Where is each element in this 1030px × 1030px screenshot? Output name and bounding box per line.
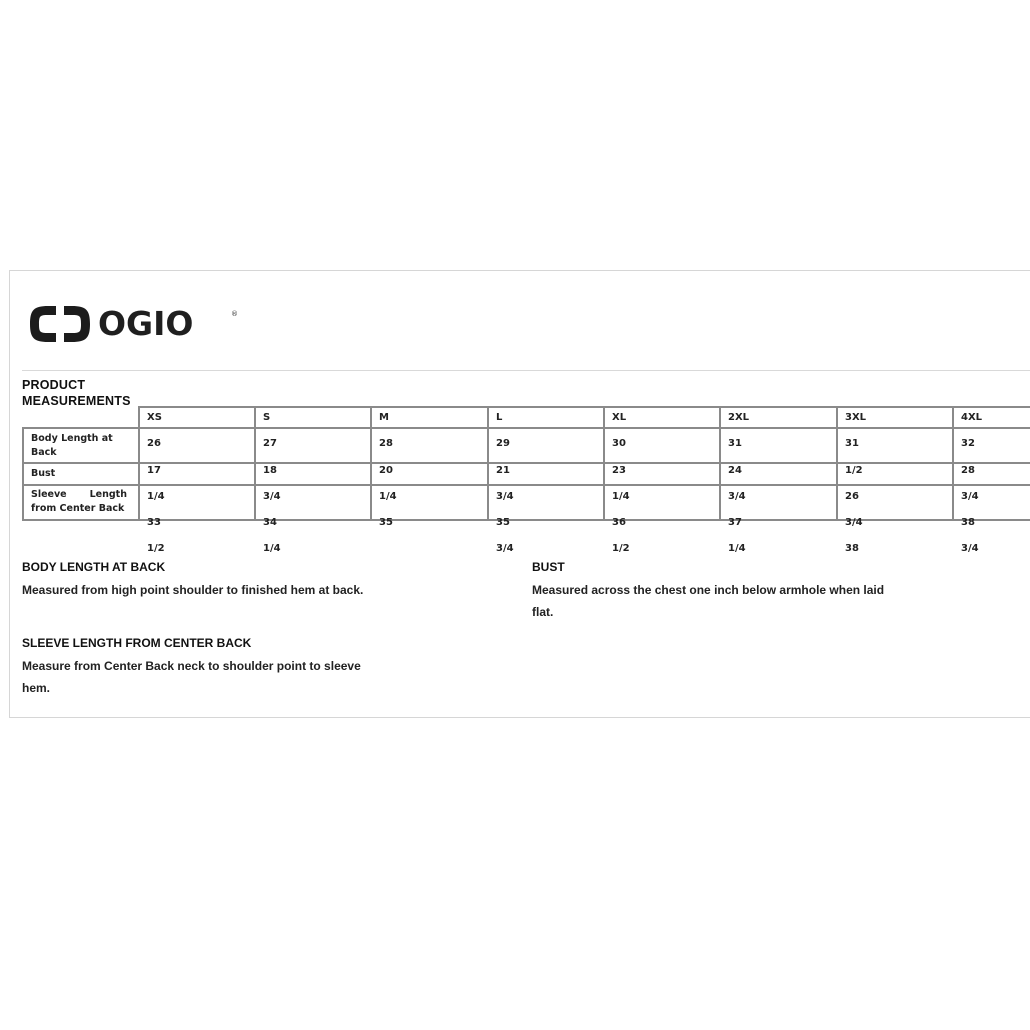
table-cell: 1/4	[612, 491, 630, 502]
sleeve-description: Measure from Center Back neck to shoulder point to sleeve hem.	[22, 659, 361, 695]
table-cell-overflow: 34	[263, 517, 277, 528]
table-cell: 27	[263, 438, 277, 449]
table-cell: 18	[263, 465, 277, 476]
table-cell-overflow: 33	[147, 517, 161, 528]
table-gridline	[952, 406, 954, 519]
table-cell-overflow: 3/4	[961, 543, 979, 554]
table-cell: 30	[612, 438, 626, 449]
size-header: M	[379, 412, 389, 423]
table-cell-overflow: 35	[496, 517, 510, 528]
table-cell: 28	[379, 438, 393, 449]
table-gridline	[836, 406, 838, 519]
table-cell-overflow: 35	[379, 517, 393, 528]
table-cell: 3/4	[263, 491, 281, 502]
row-label: Body Length at Back	[31, 433, 113, 458]
table-cell: 21	[496, 465, 510, 476]
table-gridline	[22, 519, 1030, 521]
table-gridline	[22, 427, 24, 519]
title-line-2: MEASUREMENTS	[22, 394, 131, 408]
table-cell-overflow: 1/4	[263, 543, 281, 554]
table-cell: 24	[728, 465, 742, 476]
size-header: 4XL	[961, 412, 983, 423]
table-cell: 1/4	[379, 491, 397, 502]
table-cell: 20	[379, 465, 393, 476]
table-cell-overflow: 36	[612, 517, 626, 528]
size-header: XS	[147, 412, 162, 423]
table-gridline	[22, 427, 1030, 429]
table-gridline	[138, 406, 1030, 408]
body-length-heading: BODY LENGTH AT BACK	[22, 560, 166, 574]
bust-description: Measured across the chest one inch below armhole when laid flat.	[532, 583, 885, 619]
page-title	[22, 377, 131, 409]
table-cell: 3/4	[961, 491, 979, 502]
table-cell: 31	[728, 438, 742, 449]
table-cell: 31	[845, 438, 859, 449]
size-header: S	[263, 412, 271, 423]
table-cell-overflow: 1/2	[147, 543, 165, 554]
size-header: L	[496, 412, 503, 423]
table-cell-overflow: 1/2	[612, 543, 630, 554]
ogio-wordmark	[94, 307, 244, 341]
table-cell: 29	[496, 438, 510, 449]
size-header: 2XL	[728, 412, 750, 423]
table-gridline	[254, 406, 256, 519]
table-cell: 23	[612, 465, 626, 476]
table-cell: 32	[961, 438, 975, 449]
table-gridline	[138, 406, 140, 519]
table-cell-overflow: 37	[728, 517, 742, 528]
table-cell: 26	[147, 438, 161, 449]
table-gridline	[719, 406, 721, 519]
row-label: Bust	[31, 468, 56, 479]
body-length-description: Measured from high point shoulder to finished hem at back.	[22, 583, 364, 597]
table-gridline	[487, 406, 489, 519]
table-cell: 3/4	[728, 491, 746, 502]
row-label: Sleeve Length from Center Back	[31, 489, 127, 514]
table-gridline	[603, 406, 605, 519]
table-cell-overflow: 3/4	[845, 517, 863, 528]
ogio-logo	[26, 302, 244, 346]
sleeve-heading: SLEEVE LENGTH FROM CENTER BACK	[22, 636, 252, 650]
table-gridline	[22, 484, 1030, 486]
table-cell: 1/2	[845, 465, 863, 476]
size-header: XL	[612, 412, 627, 423]
bust-heading: BUST	[532, 560, 565, 574]
table-gridline	[370, 406, 372, 519]
table-cell-overflow: 3/4	[496, 543, 514, 554]
table-cell: 3/4	[496, 491, 514, 502]
table-gridline	[22, 462, 1030, 464]
divider	[22, 370, 1030, 371]
title-line-1: PRODUCT	[22, 378, 86, 392]
table-cell-overflow: 1/4	[728, 543, 746, 554]
table-cell: 28	[961, 465, 975, 476]
registered-mark: ®	[231, 310, 238, 318]
size-header: 3XL	[845, 412, 867, 423]
ogio-bracket-icon	[26, 302, 94, 346]
table-cell: 26	[845, 491, 859, 502]
table-cell-overflow: 38	[845, 543, 859, 554]
ogio-wordmark-text: OGIO	[98, 307, 194, 341]
table-cell: 17	[147, 465, 161, 476]
table-cell-overflow: 38	[961, 517, 975, 528]
table-cell: 1/4	[147, 491, 165, 502]
